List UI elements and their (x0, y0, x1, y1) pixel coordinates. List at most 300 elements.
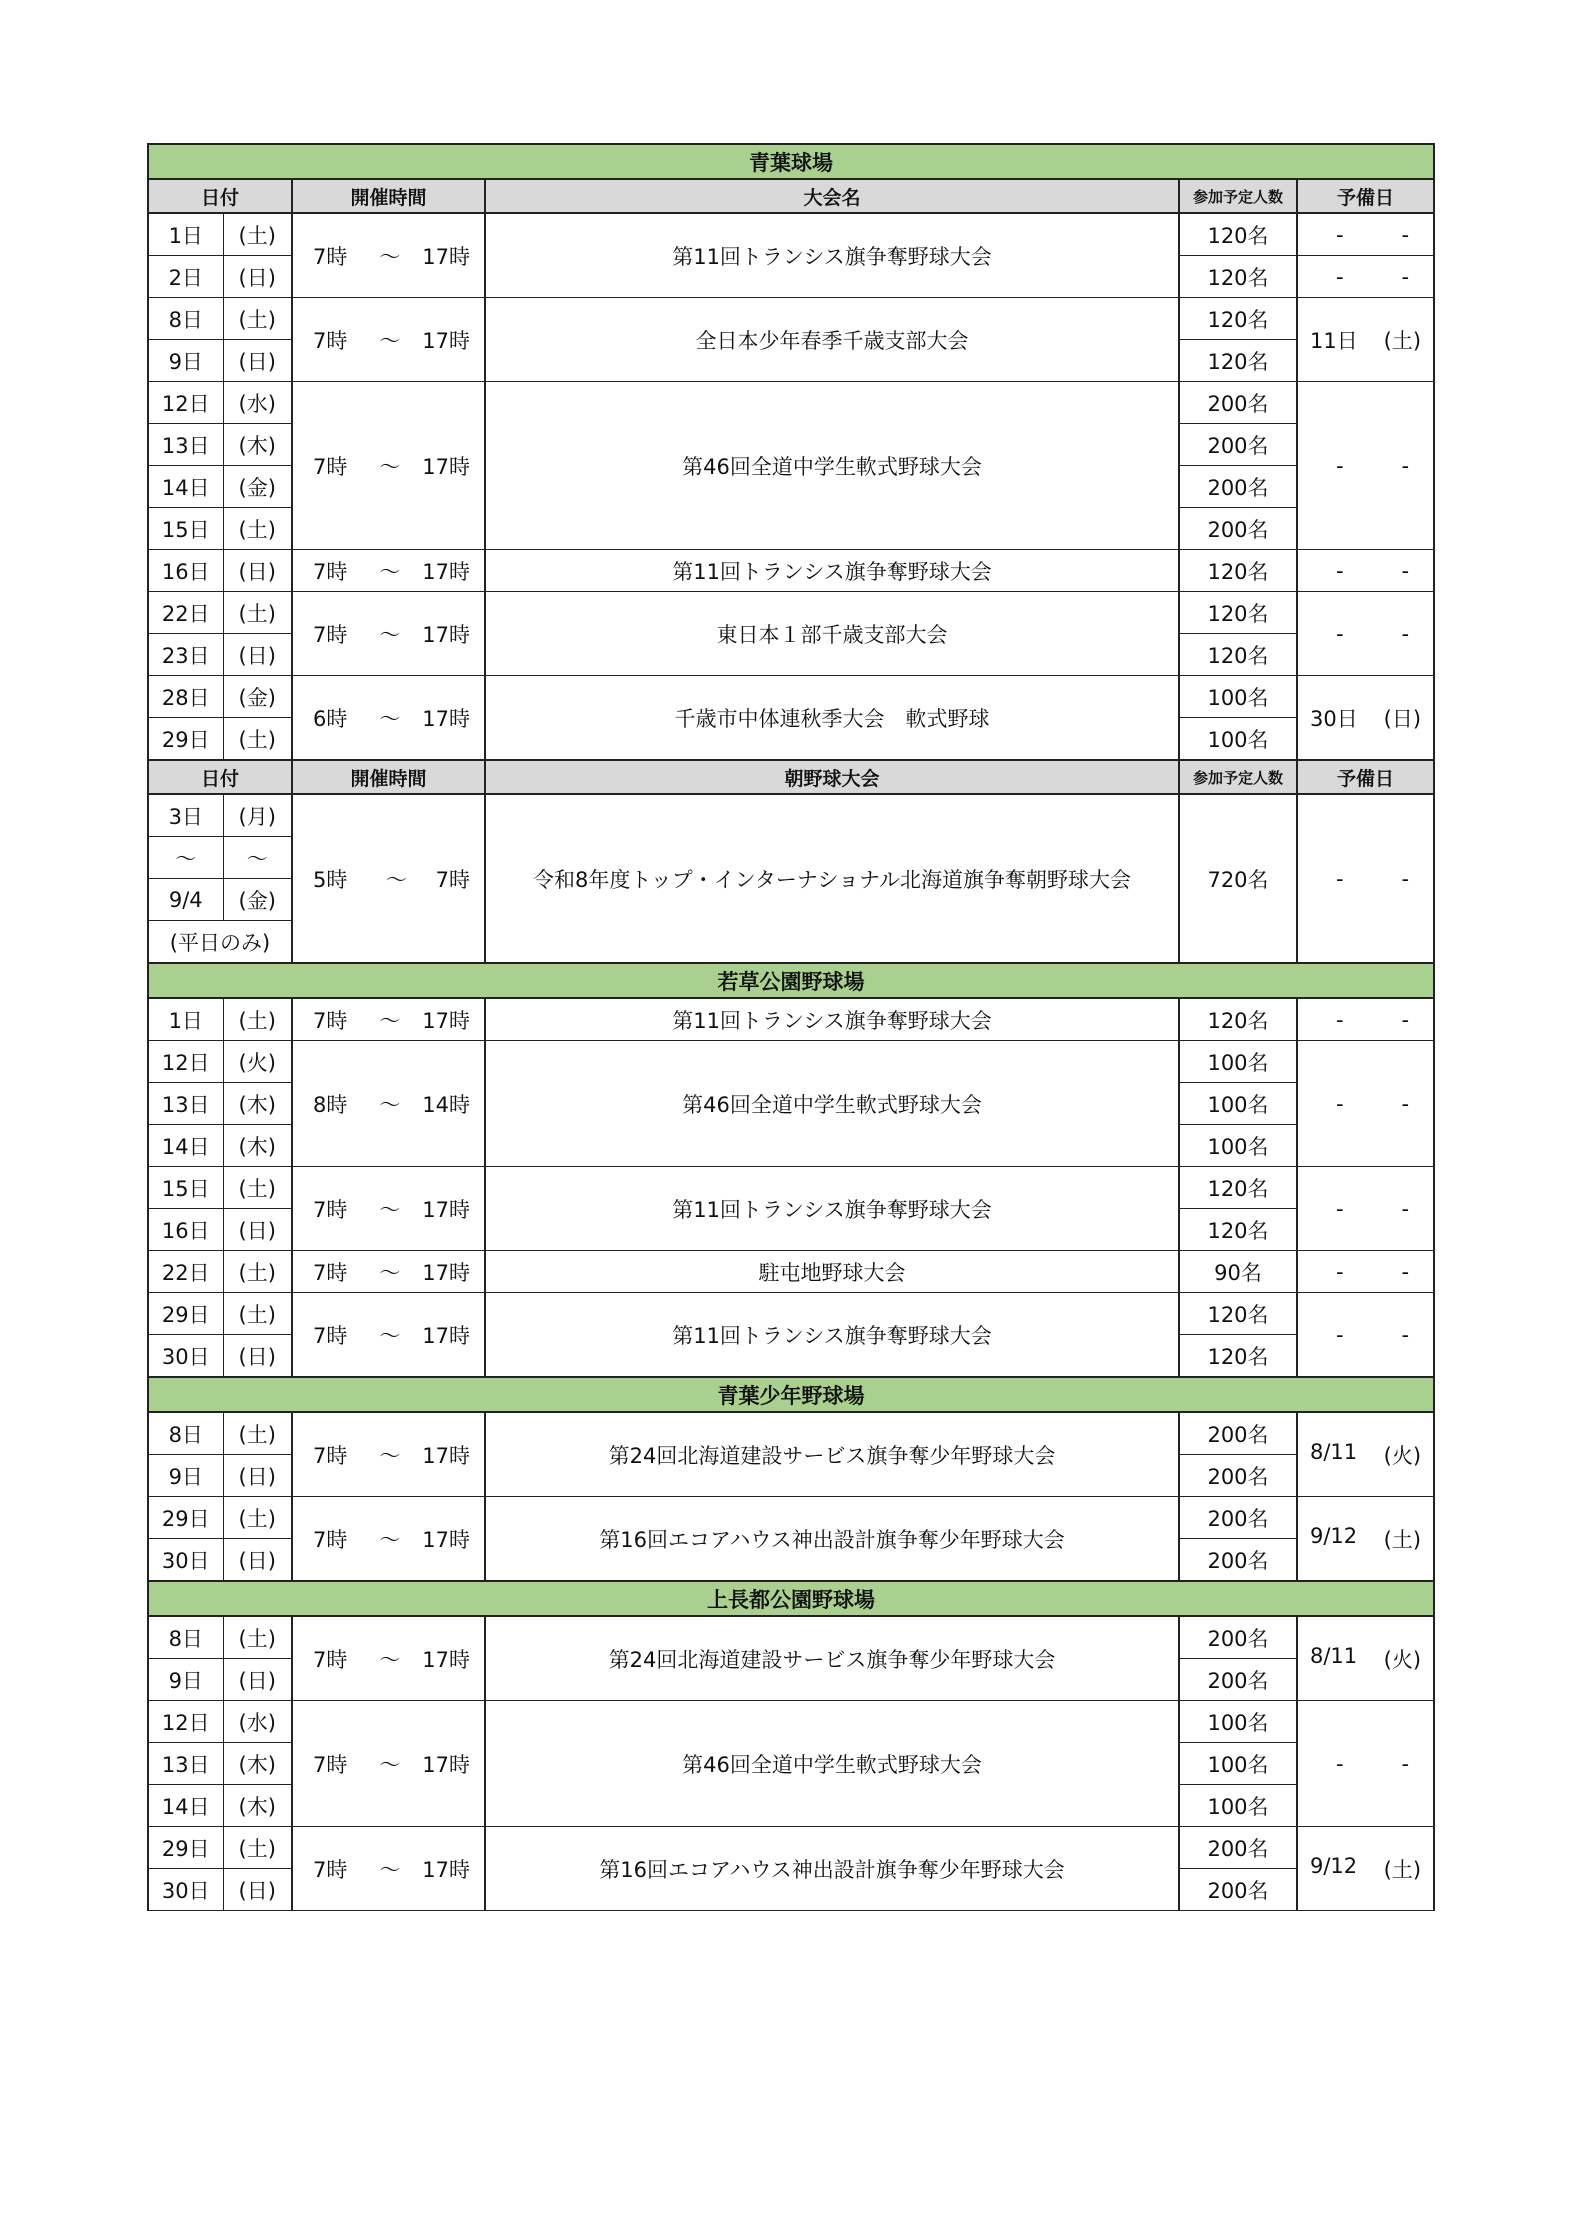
reserve-value (1298, 1524, 1433, 1554)
date-weekday: (日) (223, 1209, 292, 1251)
expected-participants: 120名 (1179, 592, 1297, 634)
time-separator: ～ (379, 1092, 401, 1117)
date-weekday: (日) (223, 1659, 292, 1701)
schedule-row (148, 1497, 1434, 1539)
expected-participants: 100名 (1179, 1083, 1297, 1125)
time-cell (292, 1041, 485, 1167)
time-separator: ～ (379, 1647, 401, 1672)
date-day: 9日 (148, 1455, 223, 1497)
time-cell (292, 592, 485, 676)
tournament-name: 第46回全道中学生軟式野球大会 (485, 1041, 1179, 1167)
time-end: 17時 (422, 1323, 470, 1348)
reserve-date: - (1336, 1322, 1344, 1347)
time-range (293, 1524, 484, 1554)
date-day: 22日 (148, 592, 223, 634)
time-start: 6時 (313, 706, 348, 731)
expected-participants: 120名 (1179, 340, 1297, 382)
reserve-value (1298, 1440, 1433, 1470)
time-cell (292, 1701, 485, 1827)
date-day: 8日 (148, 1412, 223, 1455)
date-weekday: (土) (223, 998, 292, 1041)
time-range (293, 1854, 484, 1884)
date-weekday: (火) (223, 1041, 292, 1083)
time-start: 8時 (313, 1092, 348, 1117)
expected-participants: 100名 (1179, 1125, 1297, 1167)
reserve-date: - (1336, 558, 1344, 583)
date-day: 29日 (148, 718, 223, 761)
time-separator: ～ (379, 559, 401, 584)
reserve-day (1297, 1293, 1434, 1378)
time-range (293, 325, 484, 355)
expected-participants: 120名 (1179, 213, 1297, 256)
tournament-name: 東日本１部千歳支部大会 (485, 592, 1179, 676)
schedule-row (148, 592, 1434, 634)
schedule-row (148, 1701, 1434, 1743)
date-day: 9日 (148, 340, 223, 382)
date-weekday: (土) (223, 1251, 292, 1293)
date-day: 3日 (148, 794, 223, 837)
reserve-day (1297, 256, 1434, 298)
date-day: ～ (148, 837, 223, 879)
header-date: 日付 (148, 179, 292, 213)
header-time: 開催時間 (292, 760, 485, 794)
date-weekday: (木) (223, 1785, 292, 1827)
date-day: 22日 (148, 1251, 223, 1293)
reserve-value (1298, 265, 1433, 289)
reserve-value (1298, 1008, 1433, 1032)
time-start: 7時 (313, 454, 348, 479)
date-weekday: (月) (223, 794, 292, 837)
column-header-row (148, 760, 1434, 794)
date-day: 8日 (148, 1616, 223, 1659)
date-day: 12日 (148, 382, 223, 424)
reserve-weekday: - (1401, 1259, 1410, 1284)
expected-participants: 120名 (1179, 1293, 1297, 1335)
reserve-day (1297, 1616, 1434, 1701)
date-day: 30日 (148, 1869, 223, 1911)
schedule-table (147, 143, 1435, 1911)
reserve-date: - (1336, 866, 1344, 891)
date-day: 16日 (148, 550, 223, 592)
expected-participants: 200名 (1179, 1869, 1297, 1911)
reserve-day (1297, 592, 1434, 676)
date-weekday: (水) (223, 1701, 292, 1743)
tournament-name: 駐屯地野球大会 (485, 1251, 1179, 1293)
date-day: 13日 (148, 1083, 223, 1125)
date-day: 14日 (148, 1125, 223, 1167)
reserve-weekday: - (1401, 264, 1410, 289)
reserve-day (1297, 1167, 1434, 1251)
tournament-name: 第46回全道中学生軟式野球大会 (485, 1701, 1179, 1827)
column-header-row (148, 179, 1434, 213)
reserve-weekday: - (1401, 1322, 1410, 1347)
reserve-value (1298, 1752, 1433, 1776)
date-weekday: (土) (223, 1616, 292, 1659)
date-weekday: (土) (223, 1412, 292, 1455)
reserve-date: - (1336, 1751, 1344, 1776)
time-start: 7時 (313, 1647, 348, 1672)
reserve-date: 8/11 (1310, 1439, 1358, 1464)
time-range (293, 1194, 484, 1224)
schedule-row (148, 298, 1434, 340)
header-reserve: 予備日 (1297, 179, 1434, 213)
time-end: 14時 (422, 1092, 470, 1117)
time-start: 7時 (313, 559, 348, 584)
time-separator: ～ (379, 1323, 401, 1348)
date-weekday: (土) (223, 1827, 292, 1869)
time-end: 17時 (422, 622, 470, 647)
header-reserve: 予備日 (1297, 760, 1434, 794)
time-cell (292, 1827, 485, 1911)
tournament-name: 第24回北海道建設サービス旗争奪少年野球大会 (485, 1412, 1179, 1497)
time-range (293, 864, 484, 894)
date-day: 8日 (148, 298, 223, 340)
date-weekday: (木) (223, 1125, 292, 1167)
date-day: 1日 (148, 998, 223, 1041)
expected-participants: 90名 (1179, 1251, 1297, 1293)
reserve-day (1297, 794, 1434, 963)
time-start: 7時 (313, 1752, 348, 1777)
time-separator: ～ (379, 244, 401, 269)
time-end: 17時 (422, 1752, 470, 1777)
header-people: 参加予定人数 (1179, 760, 1297, 794)
expected-participants: 120名 (1179, 1209, 1297, 1251)
venue-section-row (148, 1581, 1434, 1616)
venue-title: 青葉球場 (148, 144, 1434, 179)
time-cell (292, 213, 485, 298)
reserve-date: - (1336, 264, 1344, 289)
time-end: 17時 (422, 1647, 470, 1672)
expected-participants: 100名 (1179, 718, 1297, 761)
time-cell (292, 1497, 485, 1582)
time-end: 17時 (422, 1857, 470, 1882)
time-separator: ～ (379, 1857, 401, 1882)
time-cell (292, 298, 485, 382)
time-cell (292, 1293, 485, 1378)
date-weekday: (日) (223, 340, 292, 382)
time-cell (292, 1616, 485, 1701)
date-weekday: (日) (223, 1869, 292, 1911)
reserve-weekday: (火) (1383, 1647, 1422, 1672)
reserve-weekday: - (1401, 1091, 1410, 1116)
time-start: 5時 (313, 867, 348, 892)
reserve-day (1297, 1412, 1434, 1497)
date-weekday: (日) (223, 634, 292, 676)
time-end: 17時 (422, 244, 470, 269)
reserve-weekday: (土) (1383, 1527, 1422, 1552)
tournament-name: 第24回北海道建設サービス旗争奪少年野球大会 (485, 1616, 1179, 1701)
time-separator: ～ (379, 1197, 401, 1222)
reserve-weekday: - (1401, 866, 1410, 891)
venue-section-row (148, 963, 1434, 998)
date-weekday: (土) (223, 1497, 292, 1539)
time-range (293, 556, 484, 586)
reserve-value (1298, 1260, 1433, 1284)
date-day: 23日 (148, 634, 223, 676)
reserve-weekday: - (1401, 1751, 1410, 1776)
tournament-name: 第11回トランシス旗争奪野球大会 (485, 213, 1179, 298)
expected-participants: 200名 (1179, 382, 1297, 424)
expected-participants: 120名 (1179, 1167, 1297, 1209)
header-people: 参加予定人数 (1179, 179, 1297, 213)
expected-participants: 200名 (1179, 508, 1297, 550)
reserve-date: - (1336, 222, 1344, 247)
date-day: 29日 (148, 1827, 223, 1869)
reserve-weekday: - (1401, 1007, 1410, 1032)
reserve-date: 9/12 (1310, 1853, 1358, 1878)
schedule-row (148, 794, 1434, 837)
date-day: 15日 (148, 508, 223, 550)
time-separator: ～ (386, 867, 407, 892)
header-date: 日付 (148, 760, 292, 794)
time-separator: ～ (379, 706, 401, 731)
date-day: 1日 (148, 213, 223, 256)
time-range (293, 1440, 484, 1470)
schedule-row (148, 1167, 1434, 1209)
time-range (293, 1644, 484, 1674)
reserve-value (1298, 223, 1433, 247)
reserve-date: 8/11 (1310, 1643, 1358, 1668)
date-weekday: (土) (223, 592, 292, 634)
header-name: 大会名 (485, 179, 1179, 213)
time-end: 17時 (422, 706, 470, 731)
time-cell (292, 676, 485, 761)
time-start: 7時 (313, 1197, 348, 1222)
schedule-row (148, 676, 1434, 718)
reserve-weekday: - (1401, 1196, 1410, 1221)
reserve-day (1297, 1251, 1434, 1293)
date-day: 29日 (148, 1497, 223, 1539)
date-weekday: (土) (223, 508, 292, 550)
time-start: 7時 (313, 1008, 348, 1033)
date-day: 14日 (148, 466, 223, 508)
tournament-name: 第11回トランシス旗争奪野球大会 (485, 550, 1179, 592)
time-cell (292, 550, 485, 592)
date-weekday: (土) (223, 718, 292, 761)
time-separator: ～ (379, 1443, 401, 1468)
schedule-body (148, 144, 1434, 1911)
time-separator: ～ (379, 328, 401, 353)
reserve-value (1298, 622, 1433, 646)
time-separator: ～ (379, 1008, 401, 1033)
schedule-row (148, 1251, 1434, 1293)
time-end: 17時 (422, 328, 470, 353)
time-range (293, 1749, 484, 1779)
time-cell (292, 998, 485, 1041)
expected-participants: 200名 (1179, 1497, 1297, 1539)
time-start: 7時 (313, 328, 348, 353)
time-range (293, 619, 484, 649)
venue-section-row (148, 1377, 1434, 1412)
date-weekday: (木) (223, 424, 292, 466)
time-start: 7時 (313, 1857, 348, 1882)
time-cell (292, 1251, 485, 1293)
reserve-date: - (1336, 1196, 1344, 1221)
date-day: 30日 (148, 1539, 223, 1582)
venue-title: 上長都公園野球場 (148, 1581, 1434, 1616)
expected-participants: 200名 (1179, 1827, 1297, 1869)
expected-participants: 100名 (1179, 1743, 1297, 1785)
date-day: 12日 (148, 1041, 223, 1083)
reserve-date: - (1336, 1091, 1344, 1116)
tournament-name: 第16回エコアハウス神出設計旗争奪少年野球大会 (485, 1827, 1179, 1911)
reserve-weekday: (土) (1383, 1857, 1422, 1882)
expected-participants: 100名 (1179, 676, 1297, 718)
schedule-row (148, 1412, 1434, 1455)
schedule-row (148, 550, 1434, 592)
tournament-name: 千歳市中体連秋季大会 軟式野球 (485, 676, 1179, 761)
time-start: 7時 (313, 244, 348, 269)
expected-participants: 720名 (1179, 794, 1297, 963)
reserve-day (1297, 998, 1434, 1041)
time-start: 7時 (313, 1443, 348, 1468)
reserve-day (1297, 550, 1434, 592)
reserve-value (1298, 1092, 1433, 1116)
expected-participants: 120名 (1179, 1335, 1297, 1378)
reserve-value (1298, 1644, 1433, 1674)
tournament-name: 令和8年度トップ・インターナショナル北海道旗争奪朝野球大会 (485, 794, 1179, 963)
time-end: 17時 (422, 1527, 470, 1552)
time-end: 17時 (422, 454, 470, 479)
date-weekday: (日) (223, 1539, 292, 1582)
time-range (293, 451, 484, 481)
tournament-name: 第11回トランシス旗争奪野球大会 (485, 998, 1179, 1041)
reserve-day (1297, 1497, 1434, 1582)
time-separator: ～ (379, 454, 401, 479)
expected-participants: 120名 (1179, 298, 1297, 340)
time-start: 7時 (313, 1260, 348, 1285)
time-end: 17時 (422, 1443, 470, 1468)
schedule-row (148, 213, 1434, 256)
time-range (293, 241, 484, 271)
time-end: 17時 (422, 559, 470, 584)
date-weekday: (日) (223, 1455, 292, 1497)
reserve-weekday: (日) (1383, 706, 1422, 731)
expected-participants: 200名 (1179, 424, 1297, 466)
tournament-name: 第46回全道中学生軟式野球大会 (485, 382, 1179, 550)
date-weekday: (日) (223, 1335, 292, 1378)
date-weekday: (土) (223, 1167, 292, 1209)
time-end: 17時 (422, 1008, 470, 1033)
expected-participants: 200名 (1179, 1616, 1297, 1659)
schedule-row (148, 1041, 1434, 1083)
time-separator: ～ (379, 1527, 401, 1552)
time-separator: ～ (379, 1260, 401, 1285)
schedule-row (148, 1827, 1434, 1869)
date-weekday: (木) (223, 1743, 292, 1785)
time-cell (292, 794, 485, 963)
time-end: 17時 (422, 1197, 470, 1222)
schedule-row (148, 1616, 1434, 1659)
tournament-name: 第16回エコアハウス神出設計旗争奪少年野球大会 (485, 1497, 1179, 1582)
expected-participants: 200名 (1179, 1539, 1297, 1582)
time-start: 7時 (313, 1527, 348, 1552)
reserve-date: 11日 (1310, 328, 1358, 353)
date-weekday: (土) (223, 213, 292, 256)
time-range (293, 703, 484, 733)
reserve-value (1298, 1197, 1433, 1221)
reserve-date: 9/12 (1310, 1523, 1358, 1548)
expected-participants: 200名 (1179, 1412, 1297, 1455)
reserve-weekday: (土) (1383, 328, 1422, 353)
time-range (293, 1257, 484, 1287)
time-cell (292, 1412, 485, 1497)
reserve-weekday: - (1401, 453, 1410, 478)
reserve-day (1297, 298, 1434, 382)
date-weekday: (日) (223, 256, 292, 298)
date-day: 28日 (148, 676, 223, 718)
reserve-weekday: (火) (1383, 1443, 1422, 1468)
schedule-row (148, 382, 1434, 424)
time-cell (292, 382, 485, 550)
reserve-value (1298, 703, 1433, 733)
time-start: 7時 (313, 622, 348, 647)
time-end: 17時 (422, 1260, 470, 1285)
date-weekday: (日) (223, 550, 292, 592)
reserve-date: - (1336, 453, 1344, 478)
time-start: 7時 (313, 1323, 348, 1348)
date-day: 16日 (148, 1209, 223, 1251)
date-weekday: (水) (223, 382, 292, 424)
expected-participants: 120名 (1179, 256, 1297, 298)
time-range (293, 1089, 484, 1119)
expected-participants: 200名 (1179, 1659, 1297, 1701)
reserve-value (1298, 454, 1433, 478)
venue-title: 若草公園野球場 (148, 963, 1434, 998)
expected-participants: 100名 (1179, 1041, 1297, 1083)
header-name: 朝野球大会 (485, 760, 1179, 794)
tournament-name: 第11回トランシス旗争奪野球大会 (485, 1167, 1179, 1251)
reserve-day (1297, 1827, 1434, 1911)
time-separator: ～ (379, 1752, 401, 1777)
date-day: 9日 (148, 1659, 223, 1701)
time-separator: ～ (379, 622, 401, 647)
date-weekday: (金) (223, 466, 292, 508)
date-day: 13日 (148, 1743, 223, 1785)
date-day: 13日 (148, 424, 223, 466)
date-day: 30日 (148, 1335, 223, 1378)
date-weekday: (土) (223, 298, 292, 340)
schedule-row (148, 998, 1434, 1041)
expected-participants: 200名 (1179, 1455, 1297, 1497)
expected-participants: 120名 (1179, 998, 1297, 1041)
reserve-weekday: - (1401, 621, 1410, 646)
date-weekday: (木) (223, 1083, 292, 1125)
time-range (293, 1320, 484, 1350)
tournament-name: 全日本少年春季千歳支部大会 (485, 298, 1179, 382)
date-day: 12日 (148, 1701, 223, 1743)
date-day: 29日 (148, 1293, 223, 1335)
date-day: 14日 (148, 1785, 223, 1827)
tournament-name: 第11回トランシス旗争奪野球大会 (485, 1293, 1179, 1378)
reserve-day (1297, 676, 1434, 761)
reserve-value (1298, 1854, 1433, 1884)
reserve-date: - (1336, 1007, 1344, 1032)
time-end: 7時 (435, 867, 470, 892)
schedule-row (148, 1293, 1434, 1335)
expected-participants: 100名 (1179, 1701, 1297, 1743)
expected-participants: 120名 (1179, 550, 1297, 592)
date-weekday: ～ (223, 837, 292, 879)
date-weekday: (金) (223, 676, 292, 718)
reserve-date: 30日 (1310, 706, 1358, 731)
reserve-date: - (1336, 1259, 1344, 1284)
reserve-date: - (1336, 621, 1344, 646)
date-weekday: (土) (223, 1293, 292, 1335)
expected-participants: 120名 (1179, 634, 1297, 676)
expected-participants: 200名 (1179, 466, 1297, 508)
time-cell (292, 1167, 485, 1251)
